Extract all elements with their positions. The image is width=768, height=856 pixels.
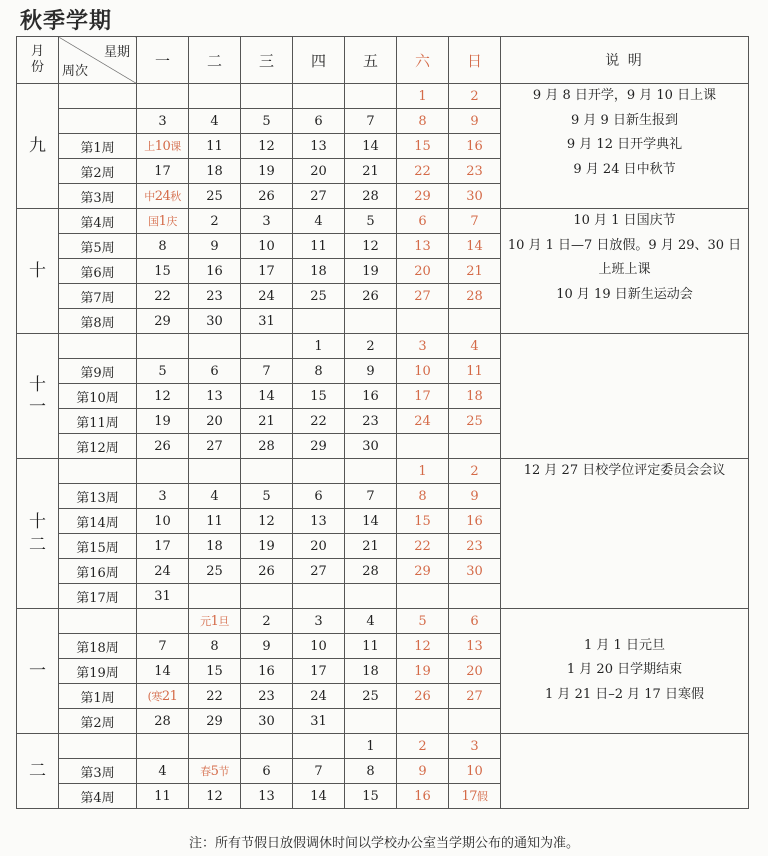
date-cell: 2	[241, 609, 293, 634]
weekend-date-cell	[397, 434, 449, 459]
date-cell: 17	[241, 259, 293, 284]
weekend-date-cell: 30	[449, 559, 501, 584]
date-cell: 6	[189, 359, 241, 384]
date-cell: 27	[189, 434, 241, 459]
date-cell	[345, 584, 397, 609]
date-cell: 28	[137, 709, 189, 734]
weekend-date-cell: 3	[397, 334, 449, 359]
week-label: 周次	[62, 64, 89, 79]
month-notes	[501, 734, 749, 809]
month-notes	[501, 84, 749, 209]
date-cell: 26	[345, 284, 397, 309]
date-cell	[137, 459, 189, 484]
diagonal-header	[59, 37, 137, 84]
weekend-date-cell: 1	[397, 459, 449, 484]
week-row	[17, 459, 749, 484]
weekend-date-cell	[397, 584, 449, 609]
date-cell: 15	[345, 784, 397, 809]
date-cell: 8	[189, 634, 241, 659]
weekend-date-cell: 12	[397, 634, 449, 659]
weekend-date-cell: 7	[449, 209, 501, 234]
date-cell	[293, 84, 345, 109]
date-cell: 4	[345, 609, 397, 634]
weekend-date-cell: 2	[449, 84, 501, 109]
weekend-date-cell: 27	[449, 684, 501, 709]
date-cell: 27	[293, 184, 345, 209]
date-cell: 1	[345, 734, 397, 759]
weekend-date-cell: 18	[449, 384, 501, 409]
week-number-cell: 第18周	[59, 634, 137, 659]
date-cell	[189, 84, 241, 109]
date-cell: 16	[189, 259, 241, 284]
date-cell	[241, 84, 293, 109]
date-cell	[241, 734, 293, 759]
holiday-date-cell: 国1庆	[137, 209, 189, 234]
weekend-date-cell: 23	[449, 534, 501, 559]
weekend-date-cell: 4	[449, 334, 501, 359]
week-number-cell: 第11周	[59, 409, 137, 434]
date-cell	[293, 459, 345, 484]
date-cell: 21	[241, 409, 293, 434]
date-cell: 9	[241, 634, 293, 659]
date-cell: 18	[293, 259, 345, 284]
date-cell: 7	[241, 359, 293, 384]
month-notes	[501, 334, 749, 459]
date-cell: 14	[345, 509, 397, 534]
date-cell: 25	[345, 684, 397, 709]
date-cell: 17	[137, 159, 189, 184]
weekend-date-cell	[449, 434, 501, 459]
day-header: 三	[241, 37, 293, 84]
week-number-cell: 第19周	[59, 659, 137, 684]
month-cell: 一	[17, 609, 59, 734]
date-cell: 17	[137, 534, 189, 559]
date-cell: 13	[293, 134, 345, 159]
holiday-date-cell: 元1旦	[189, 609, 241, 634]
date-cell	[345, 309, 397, 334]
week-number-cell: 第15周	[59, 534, 137, 559]
note-line: 1 月 21 日–2 月 17 日寒假	[545, 686, 704, 702]
weekend-date-cell: 17	[397, 384, 449, 409]
weekend-date-cell: 15	[397, 509, 449, 534]
weekend-date-cell: 3	[449, 734, 501, 759]
week-number-cell: 第5周	[59, 234, 137, 259]
date-cell: 16	[345, 384, 397, 409]
date-cell	[293, 584, 345, 609]
day-header-weekend: 六	[397, 37, 449, 84]
date-cell	[189, 459, 241, 484]
date-cell: 28	[345, 559, 397, 584]
note-line: 9 月 9 日新生报到	[571, 112, 678, 128]
date-cell: 21	[345, 159, 397, 184]
week-number-cell: 第3周	[59, 184, 137, 209]
weekend-date-cell	[449, 584, 501, 609]
note-line: 10 月 1 日—7 日放假。9 月 29、30 日	[507, 237, 742, 253]
date-cell: 10	[293, 634, 345, 659]
date-cell: 19	[241, 159, 293, 184]
date-cell: 26	[241, 184, 293, 209]
date-cell	[345, 709, 397, 734]
week-number-cell	[59, 734, 137, 759]
date-cell: 4	[293, 209, 345, 234]
weekend-date-cell: 10	[397, 359, 449, 384]
week-number-cell	[59, 334, 137, 359]
date-cell: 30	[241, 709, 293, 734]
week-number-cell: 第1周	[59, 684, 137, 709]
month-notes	[501, 459, 749, 609]
date-cell: 2	[345, 334, 397, 359]
week-row	[17, 209, 749, 234]
weekend-date-cell: 28	[449, 284, 501, 309]
date-cell: 13	[189, 384, 241, 409]
date-cell: 20	[293, 534, 345, 559]
weekend-date-cell: 2	[397, 734, 449, 759]
weekend-date-cell: 6	[397, 209, 449, 234]
weekend-date-cell: 10	[449, 759, 501, 784]
week-number-cell: 第3周	[59, 759, 137, 784]
date-cell: 15	[189, 659, 241, 684]
date-cell	[241, 334, 293, 359]
date-cell: 10	[137, 509, 189, 534]
date-cell: 28	[241, 434, 293, 459]
date-cell: 15	[137, 259, 189, 284]
date-cell	[189, 334, 241, 359]
date-cell: 31	[293, 709, 345, 734]
date-cell: 18	[189, 534, 241, 559]
date-cell: 14	[345, 134, 397, 159]
date-cell: 23	[189, 284, 241, 309]
month-notes	[501, 609, 749, 734]
date-cell: 5	[345, 209, 397, 234]
month-notes	[501, 209, 749, 334]
weekend-date-cell: 5	[397, 609, 449, 634]
date-cell: 19	[137, 409, 189, 434]
date-cell	[241, 584, 293, 609]
date-cell: 6	[241, 759, 293, 784]
weekend-date-cell	[397, 309, 449, 334]
week-number-cell: 第2周	[59, 159, 137, 184]
weekend-date-cell: 6	[449, 609, 501, 634]
weekend-date-cell: 24	[397, 409, 449, 434]
date-cell: 11	[293, 234, 345, 259]
weekend-date-cell: 13	[397, 234, 449, 259]
date-cell: 23	[241, 684, 293, 709]
holiday-date-cell: (寒21	[137, 684, 189, 709]
date-cell: 11	[137, 784, 189, 809]
day-header: 五	[345, 37, 397, 84]
date-cell	[137, 84, 189, 109]
date-cell: 13	[293, 509, 345, 534]
week-row	[17, 609, 749, 634]
date-cell: 13	[241, 784, 293, 809]
date-cell: 21	[345, 534, 397, 559]
footnote: 注：所有节假日放假调休时间以学校办公室当学期公布的通知为准。	[188, 836, 579, 851]
date-cell: 26	[241, 559, 293, 584]
date-cell: 7	[345, 484, 397, 509]
date-cell: 14	[293, 784, 345, 809]
date-cell: 12	[137, 384, 189, 409]
month-cell: 九	[17, 84, 59, 209]
date-cell: 3	[293, 609, 345, 634]
date-cell: 7	[345, 109, 397, 134]
holiday-date-cell: 春5节	[189, 759, 241, 784]
date-cell: 3	[137, 484, 189, 509]
weekend-date-cell: 29	[397, 559, 449, 584]
calendar-body	[17, 84, 749, 809]
date-cell	[137, 734, 189, 759]
date-cell: 11	[189, 509, 241, 534]
weekend-date-cell: 20	[397, 259, 449, 284]
date-cell: 1	[293, 334, 345, 359]
weekend-date-cell: 13	[449, 634, 501, 659]
week-number-cell: 第4周	[59, 784, 137, 809]
day-header: 二	[189, 37, 241, 84]
date-cell: 24	[241, 284, 293, 309]
date-cell: 5	[241, 484, 293, 509]
date-cell: 15	[293, 384, 345, 409]
weekend-date-cell: 20	[449, 659, 501, 684]
note-line: 12 月 27 日校学位评定委员会会议	[523, 463, 726, 478]
note-line: 9 月 12 日开学典礼	[566, 137, 683, 152]
date-cell: 30	[345, 434, 397, 459]
date-cell: 29	[137, 309, 189, 334]
day-header: 一	[137, 37, 189, 84]
week-number-cell: 第12周	[59, 434, 137, 459]
weekend-date-cell: 11	[449, 359, 501, 384]
date-cell: 5	[241, 109, 293, 134]
weekend-date-cell: 8	[397, 109, 449, 134]
weekend-date-cell: 22	[397, 159, 449, 184]
date-cell	[345, 84, 397, 109]
week-number-cell: 第7周	[59, 284, 137, 309]
weekend-date-cell: 15	[397, 134, 449, 159]
date-cell: 10	[241, 234, 293, 259]
weekend-date-cell: 16	[449, 134, 501, 159]
date-cell: 25	[189, 559, 241, 584]
weekend-date-cell	[449, 709, 501, 734]
week-number-cell: 第14周	[59, 509, 137, 534]
date-cell: 29	[293, 434, 345, 459]
note-line: 1 月 20 日学期结束	[566, 662, 683, 677]
date-cell: 27	[293, 559, 345, 584]
weekday-label: 星期	[103, 45, 130, 60]
date-cell: 17	[293, 659, 345, 684]
weekend-date-cell: 26	[397, 684, 449, 709]
weekend-date-cell: 25	[449, 409, 501, 434]
date-cell: 2	[189, 209, 241, 234]
week-row	[17, 84, 749, 109]
notes-header: 说 明	[501, 37, 749, 84]
date-cell: 3	[241, 209, 293, 234]
date-cell	[241, 459, 293, 484]
weekend-date-cell: 9	[397, 759, 449, 784]
date-cell	[345, 459, 397, 484]
date-cell: 4	[137, 759, 189, 784]
date-cell: 18	[345, 659, 397, 684]
weekend-date-cell: 1	[397, 84, 449, 109]
day-header: 四	[293, 37, 345, 84]
date-cell: 24	[293, 684, 345, 709]
note-line: 10 月 19 日新生运动会	[556, 286, 693, 302]
weekend-date-cell: 23	[449, 159, 501, 184]
date-cell: 28	[345, 184, 397, 209]
weekend-date-cell: 30	[449, 184, 501, 209]
date-cell: 20	[293, 159, 345, 184]
date-cell: 18	[189, 159, 241, 184]
date-cell: 19	[345, 259, 397, 284]
weekend-date-cell: 27	[397, 284, 449, 309]
week-row	[17, 734, 749, 759]
date-cell: 31	[241, 309, 293, 334]
week-number-cell: 第4周	[59, 209, 137, 234]
date-cell: 12	[345, 234, 397, 259]
date-cell	[293, 734, 345, 759]
date-cell: 12	[241, 134, 293, 159]
date-cell: 25	[189, 184, 241, 209]
holiday-date-cell: 中24秋	[137, 184, 189, 209]
week-number-cell: 第8周	[59, 309, 137, 334]
week-number-cell: 第9周	[59, 359, 137, 384]
date-cell: 11	[189, 134, 241, 159]
date-cell: 5	[137, 359, 189, 384]
week-number-cell	[59, 109, 137, 134]
date-cell: 24	[137, 559, 189, 584]
date-cell: 30	[189, 309, 241, 334]
date-cell: 4	[189, 109, 241, 134]
header-row	[17, 37, 749, 84]
week-row	[17, 334, 749, 359]
note-line: 上班上课	[598, 262, 651, 277]
date-cell: 8	[293, 359, 345, 384]
date-cell	[137, 609, 189, 634]
week-number-cell	[59, 459, 137, 484]
date-cell: 26	[137, 434, 189, 459]
note-line: 10 月 1 日国庆节	[573, 213, 676, 228]
weekend-date-cell: 8	[397, 484, 449, 509]
week-number-cell	[59, 609, 137, 634]
weekend-date-cell: 19	[397, 659, 449, 684]
week-number-cell: 第17周	[59, 584, 137, 609]
page-title: 秋季学期	[20, 9, 113, 34]
month-cell: 二	[17, 734, 59, 809]
holiday-date-cell: 17假	[449, 784, 501, 809]
date-cell: 9	[345, 359, 397, 384]
date-cell: 12	[189, 784, 241, 809]
date-cell: 7	[137, 634, 189, 659]
holiday-date-cell: 上10课	[137, 134, 189, 159]
date-cell: 3	[137, 109, 189, 134]
weekend-date-cell: 9	[449, 484, 501, 509]
month-column-header: 月 份	[17, 37, 59, 84]
week-number-cell	[59, 84, 137, 109]
weekend-date-cell: 16	[397, 784, 449, 809]
weekend-date-cell: 22	[397, 534, 449, 559]
date-cell: 29	[189, 709, 241, 734]
date-cell	[189, 584, 241, 609]
date-cell: 20	[189, 409, 241, 434]
date-cell: 4	[189, 484, 241, 509]
date-cell: 9	[189, 234, 241, 259]
date-cell: 7	[293, 759, 345, 784]
week-number-cell: 第6周	[59, 259, 137, 284]
weekend-date-cell: 9	[449, 109, 501, 134]
calendar-table	[16, 36, 749, 809]
date-cell: 12	[241, 509, 293, 534]
week-number-cell: 第13周	[59, 484, 137, 509]
date-cell: 6	[293, 484, 345, 509]
date-cell: 8	[345, 759, 397, 784]
weekend-date-cell: 2	[449, 459, 501, 484]
day-header-weekend: 日	[449, 37, 501, 84]
note-line	[501, 609, 748, 634]
weekend-date-cell: 14	[449, 234, 501, 259]
weekend-date-cell: 16	[449, 509, 501, 534]
note-line: 9 月 24 日中秋节	[573, 161, 676, 177]
date-cell: 11	[345, 634, 397, 659]
date-cell	[293, 309, 345, 334]
weekend-date-cell: 29	[397, 184, 449, 209]
date-cell: 22	[137, 284, 189, 309]
weekend-date-cell	[449, 309, 501, 334]
date-cell: 14	[241, 384, 293, 409]
note-line: 9 月 8 日开学，9 月 10 日上课	[532, 88, 717, 103]
note-line: 1 月 1 日元旦	[584, 637, 665, 653]
weekend-date-cell	[397, 709, 449, 734]
date-cell: 25	[293, 284, 345, 309]
date-cell: 23	[345, 409, 397, 434]
month-cell: 十 二	[17, 459, 59, 609]
date-cell: 16	[241, 659, 293, 684]
date-cell: 22	[189, 684, 241, 709]
date-cell	[189, 734, 241, 759]
week-number-cell: 第10周	[59, 384, 137, 409]
month-cell: 十 一	[17, 334, 59, 459]
weekend-date-cell: 21	[449, 259, 501, 284]
date-cell: 31	[137, 584, 189, 609]
date-cell: 19	[241, 534, 293, 559]
week-number-cell: 第1周	[59, 134, 137, 159]
date-cell: 22	[293, 409, 345, 434]
date-cell: 8	[137, 234, 189, 259]
month-cell: 十	[17, 209, 59, 334]
date-cell: 6	[293, 109, 345, 134]
date-cell: 14	[137, 659, 189, 684]
date-cell	[137, 334, 189, 359]
week-number-cell: 第16周	[59, 559, 137, 584]
week-number-cell: 第2周	[59, 709, 137, 734]
